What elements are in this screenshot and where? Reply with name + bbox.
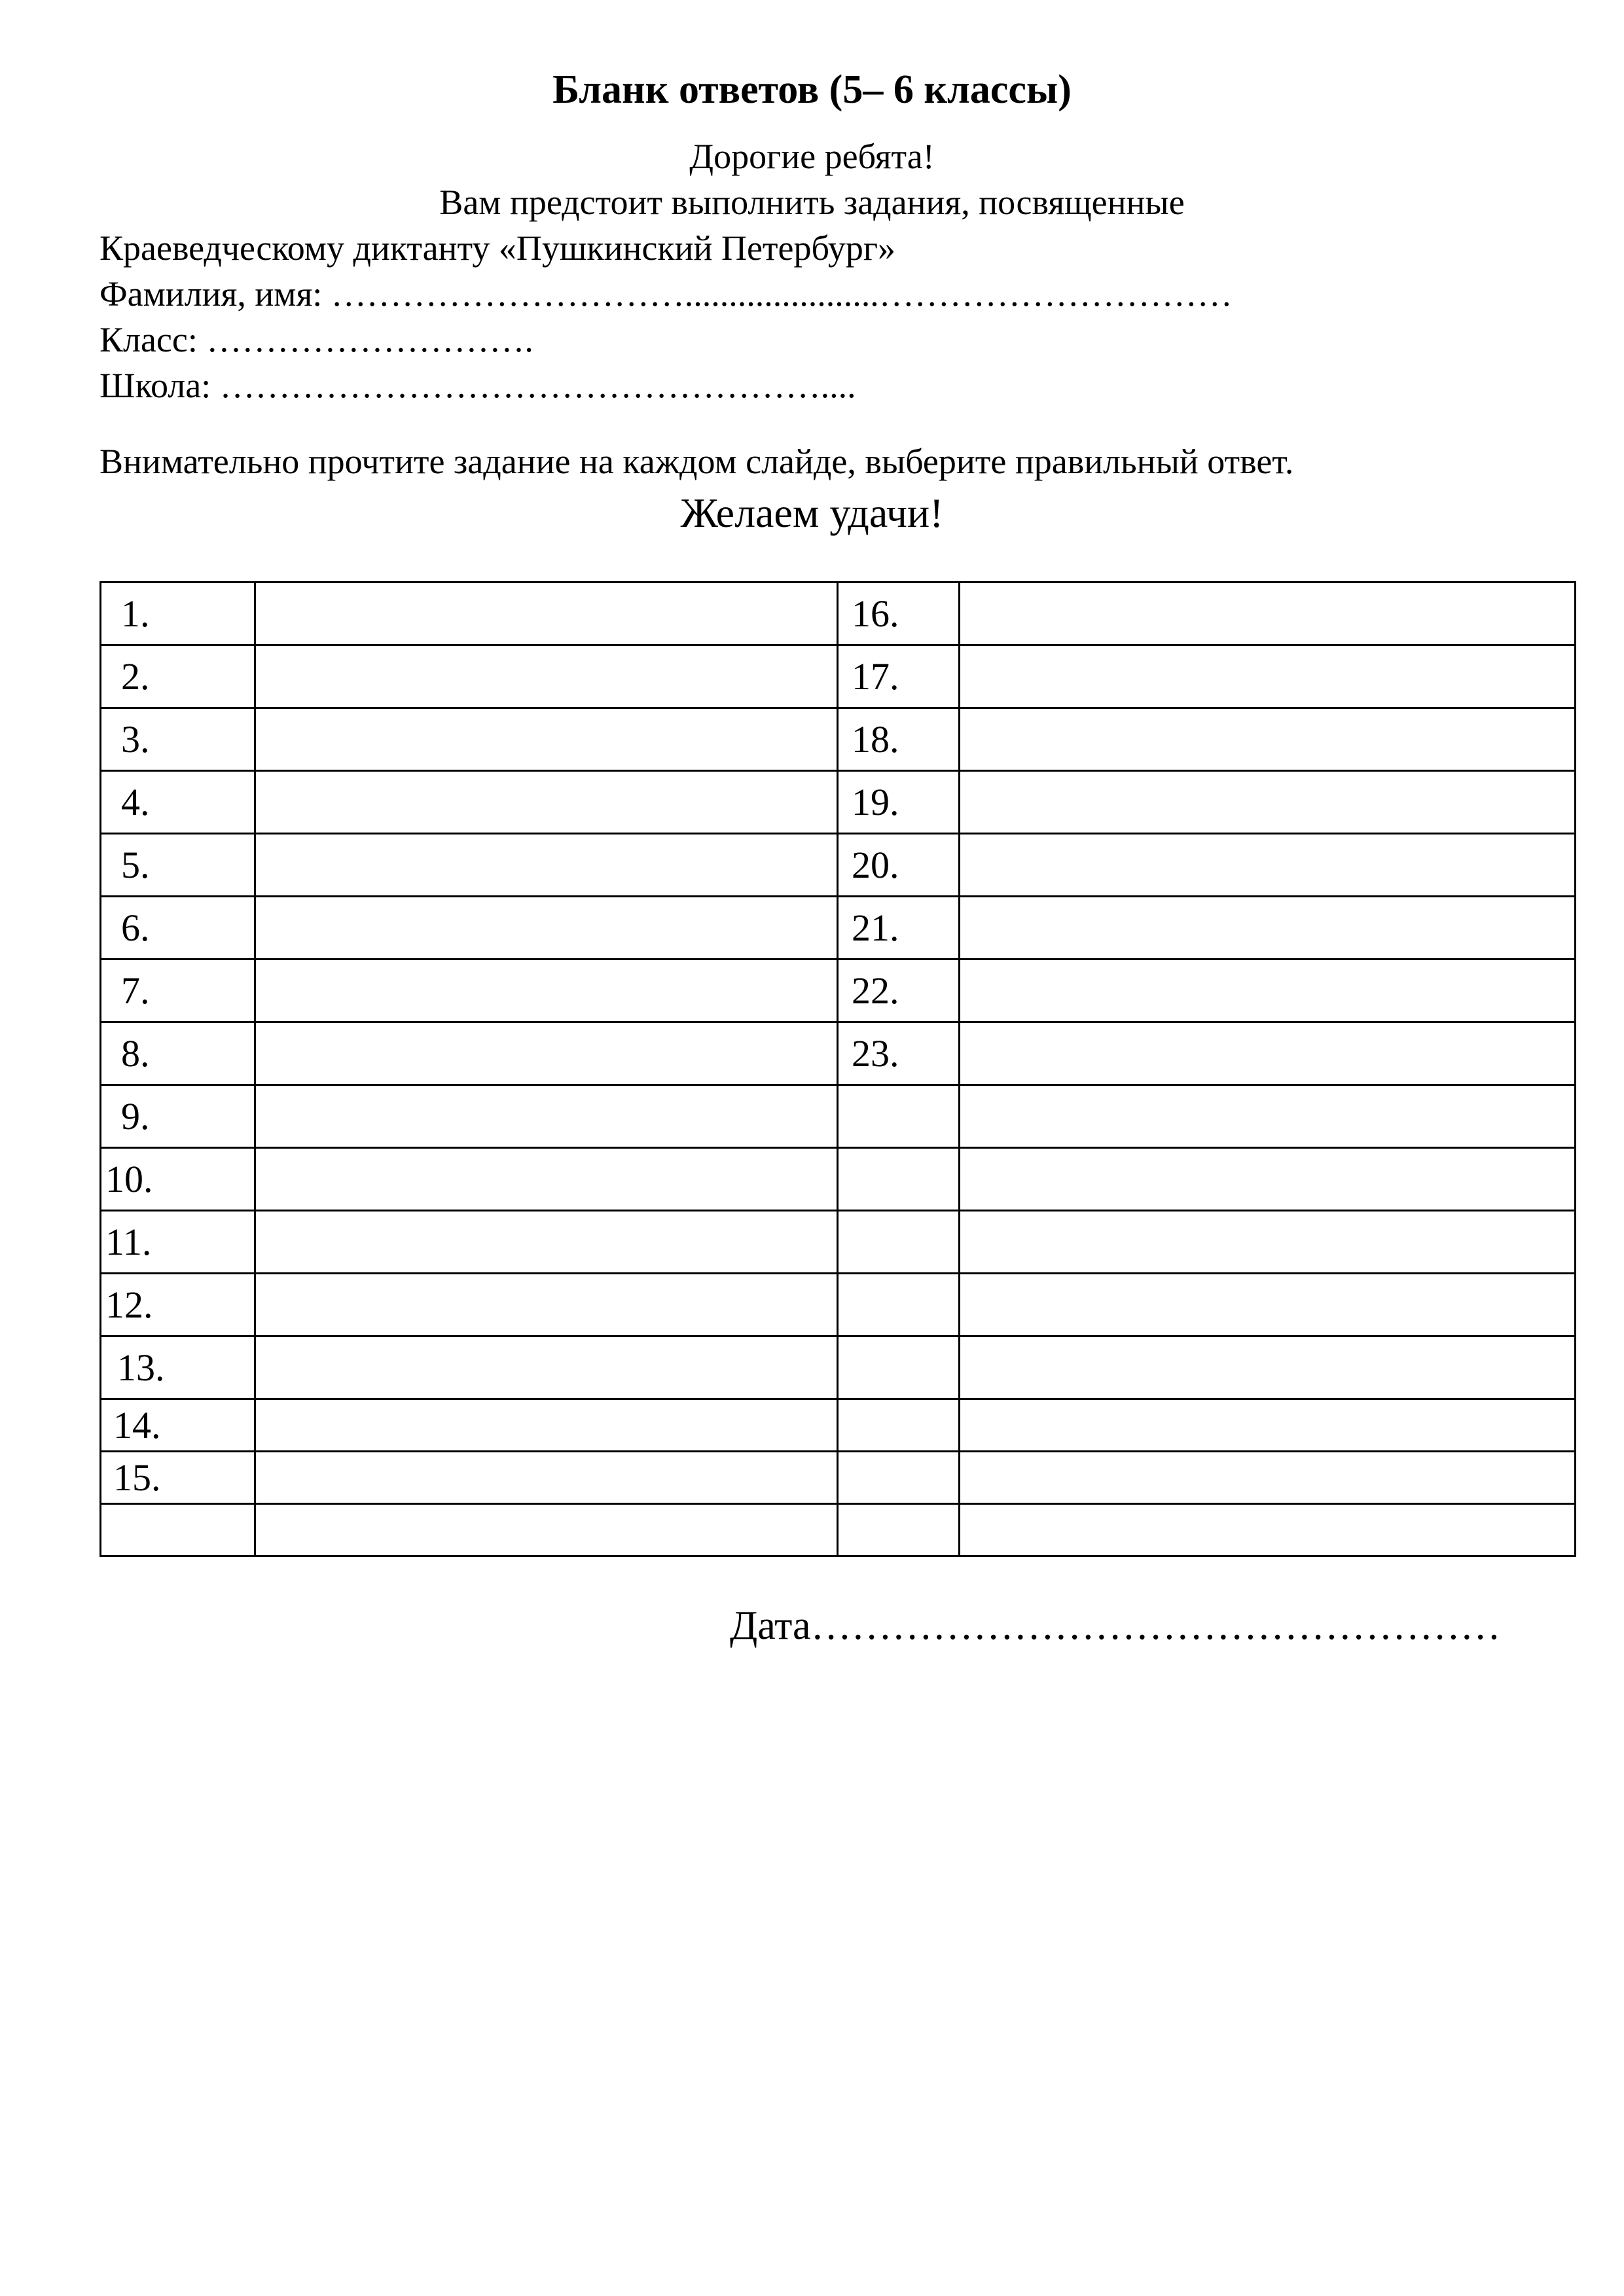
question-number [838,1211,960,1274]
answer-cell[interactable] [255,834,838,897]
answer-cell[interactable] [960,834,1576,897]
question-number [838,1085,960,1148]
question-number [838,1452,960,1504]
table-row [101,645,1576,708]
table-row [101,897,1576,960]
question-number: 19. [838,771,960,834]
answer-cell[interactable] [960,1085,1576,1148]
question-number: 6. [101,897,255,960]
answer-cell[interactable] [960,1022,1576,1085]
answer-cell[interactable] [960,1504,1576,1556]
question-number [838,1504,960,1556]
answer-cell[interactable] [255,1274,838,1336]
answer-table [99,581,1576,1557]
question-number: 18. [838,708,960,771]
answer-cell[interactable] [960,1452,1576,1504]
answer-cell[interactable] [255,1504,838,1556]
table-row [101,1504,1576,1556]
question-number: 1. [101,583,255,645]
answer-cell[interactable] [960,1211,1576,1274]
question-number [838,1148,960,1211]
answer-cell[interactable] [255,1211,838,1274]
question-number: 11. [101,1211,255,1274]
question-number [838,1274,960,1336]
question-number: 23. [838,1022,960,1085]
intro-line-continued: Краеведческому диктанту «Пушкинский Петербург» [99,228,896,268]
answer-cell[interactable] [255,1452,838,1504]
question-number: 5. [101,834,255,897]
answer-cell[interactable] [255,583,838,645]
answer-cell[interactable] [960,583,1576,645]
answer-cell[interactable] [255,1085,838,1148]
table-row [101,1274,1576,1336]
table-row [101,960,1576,1022]
answer-cell[interactable] [960,1148,1576,1211]
question-number: 15. [101,1452,255,1504]
answer-cell[interactable] [255,1148,838,1211]
table-row [101,1336,1576,1399]
question-number: 14. [101,1399,255,1452]
answer-cell[interactable] [960,645,1576,708]
question-number: 4. [101,771,255,834]
question-number: 8. [101,1022,255,1085]
table-row [101,1148,1576,1211]
name-field[interactable]: Фамилия, имя: …………………………......................………………………… [99,274,1233,314]
school-field[interactable]: Школа: …………………………………………….... [99,366,856,405]
table-row [101,771,1576,834]
answer-cell[interactable] [255,1336,838,1399]
table-row [101,583,1576,645]
answer-cell[interactable] [255,1399,838,1452]
table-row [101,1211,1576,1274]
table-row [101,1022,1576,1085]
answer-cell[interactable] [960,1399,1576,1452]
good-luck-text: Желаем удачи! [680,490,944,536]
date-field[interactable]: Дата…………………………………………… [730,1604,1501,1648]
answer-cell[interactable] [255,771,838,834]
question-number: 20. [838,834,960,897]
question-number: 7. [101,960,255,1022]
answer-cell[interactable] [960,897,1576,960]
question-number: 21. [838,897,960,960]
question-number: 16. [838,583,960,645]
question-number: 3. [101,708,255,771]
answer-cell[interactable] [255,960,838,1022]
table-row [101,708,1576,771]
answer-cell[interactable] [960,771,1576,834]
question-number: 12. [101,1274,255,1336]
question-number: 9. [101,1085,255,1148]
table-row [101,1399,1576,1452]
question-number [101,1504,255,1556]
class-field[interactable]: Класс: ………………………. [99,320,533,359]
question-number [838,1336,960,1399]
answer-cell[interactable] [960,1336,1576,1399]
greeting: Дорогие ребята! [689,137,935,176]
question-number: 22. [838,960,960,1022]
answer-cell[interactable] [960,960,1576,1022]
question-number: 2. [101,645,255,708]
answer-cell[interactable] [255,708,838,771]
question-number [838,1399,960,1452]
table-row [101,1452,1576,1504]
answer-cell[interactable] [255,1022,838,1085]
answer-cell[interactable] [255,897,838,960]
answer-cell[interactable] [960,1274,1576,1336]
table-row [101,1085,1576,1148]
intro-line: Вам предстоит выполнить задания, посвященные [439,183,1185,222]
table-row [101,834,1576,897]
page-title: Бланк ответов (5– 6 классы) [552,67,1072,112]
question-number: 13. [101,1336,255,1399]
answer-cell[interactable] [255,645,838,708]
question-number: 10. [101,1148,255,1211]
instructions-text: Внимательно прочтите задание на каждом слайде, выберите правильный ответ. [99,442,1294,481]
question-number: 17. [838,645,960,708]
answer-cell[interactable] [960,708,1576,771]
